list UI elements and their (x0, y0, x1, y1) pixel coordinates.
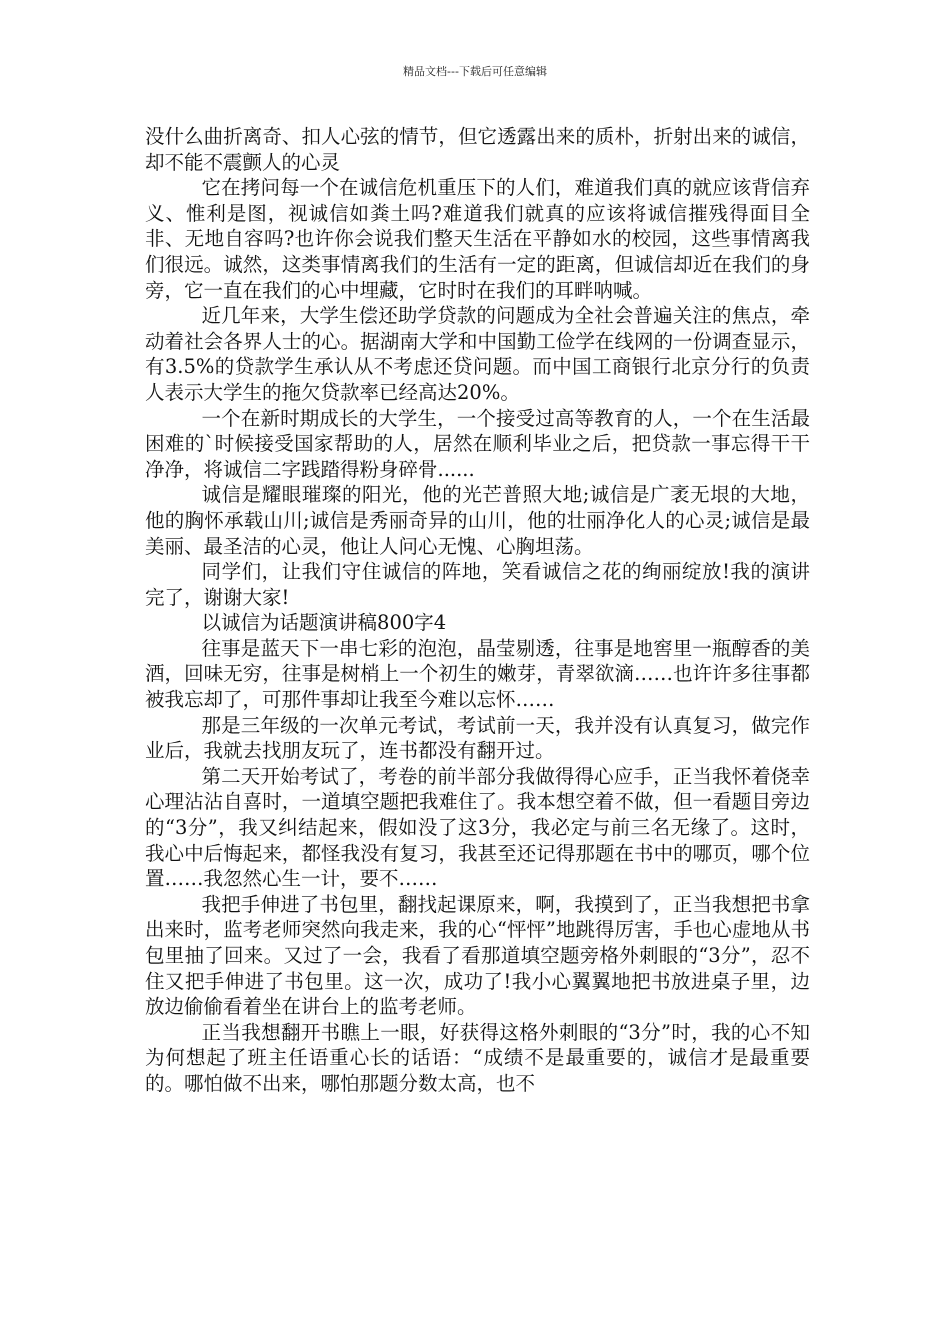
paragraph: 它在拷问每一个在诚信危机重压下的人们，难道我们真的就应该背信弃义、惟利是图，视诚信如粪土吗?难道我们就真的应该将诚信摧残得面目全非、无地自容吗?也许你会说我们整天生活在平静如水的校园，这些事情离我们很远。诚然，这类事情离我们的生活有一定的距离，但诚信却近在我们的身旁，它一直在我们的心中埋藏，它时时在我们的耳畔呐喊。 (145, 176, 810, 302)
paragraph: 没什么曲折离奇、扣人心弦的情节，但它透露出来的质朴，折射出来的诚信，却不能不震颤人的心灵 (145, 125, 810, 174)
paragraph: 以诚信为话题演讲稿800字4 (201, 611, 447, 635)
paragraph: 正当我想翻开书瞧上一眼，好获得这格外刺眼的“3分”时，我的心不知为何想起了班主任语重心长的话语：“成绩不是最重要的，诚信才是最重要的。哪怕做不出来，哪怕那题分数太高，也不 (145, 1020, 810, 1095)
paragraph: 第二天开始考试了，考卷的前半部分我做得得心应手，正当我怀着侥幸心理沾沾自喜时，一道填空题把我难住了。我本想空着不做，但一看题目旁边的“3分”，我又纠结起来，假如没了这3分，我必定与前三名无缘了。这时，我心中后悔起来，都怪我没有复习，我甚至还记得那题在书中的哪页，哪个位置……我忽然心生一计，要不…… (145, 764, 810, 891)
paragraph: 一个在新时期成长的大学生，一个接受过高等教育的人，一个在生活最困难的`时候接受国家帮助的人，居然在顺利毕业之后，把贷款一事忘得干干净净，将诚信二字践踏得粉身碎骨...... (145, 406, 810, 481)
paragraph: 同学们，让我们守住诚信的阵地，笑看诚信之花的绚丽绽放!我的演讲完了，谢谢大家! (145, 560, 810, 609)
paragraph: 我把手伸进了书包里，翻找起课原来，啊，我摸到了，正当我想把书拿出来时，监考老师突然向我走来，我的心“怦怦”地跳得厉害，手也心虚地从书包里抽了回来。又过了一会，我看了看那道填空题旁格外刺眼的“3分”，忍不住又把手伸进了书包里。这一次，成功了!我小心翼翼地把书放进桌子里，边放边偷偷看着坐在讲台上的监考老师。 (145, 892, 810, 1019)
page-header: 精品文档---下载后可任意编辑 (403, 65, 547, 78)
document-body (145, 124, 810, 1097)
paragraph: 近几年来，大学生偿还助学贷款的问题成为全社会普遍关注的焦点，牵动着社会各界人士的心。据湖南大学和中国勤工俭学在线网的一份调查显示，有3.5%的贷款学生承认从不考虑还贷问题。而中国工商银行北京分行的负责人表示大学生的拖欠贷款率已经高达20%。 (145, 304, 810, 404)
paragraph: 诚信是耀眼璀璨的阳光，他的光芒普照大地;诚信是广袤无垠的大地，他的胸怀承载山川;诚信是秀丽奇异的山川，他的壮丽净化人的心灵;诚信是最美丽、最圣洁的心灵，他让人问心无愧、心胸坦荡。 (145, 483, 810, 558)
paragraph: 那是三年级的一次单元考试，考试前一天，我并没有认真复习，做完作业后，我就去找朋友玩了，连书都没有翻开过。 (145, 713, 810, 763)
paragraph: 往事是蓝天下一串七彩的泡泡，晶莹剔透，往事是地窖里一瓶醇香的美酒，回味无穷，往事是树梢上一个初生的嫩芽，青翠欲滴……也许许多往事都被我忘却了，可那件事却让我至今难以忘怀…… (145, 636, 810, 712)
